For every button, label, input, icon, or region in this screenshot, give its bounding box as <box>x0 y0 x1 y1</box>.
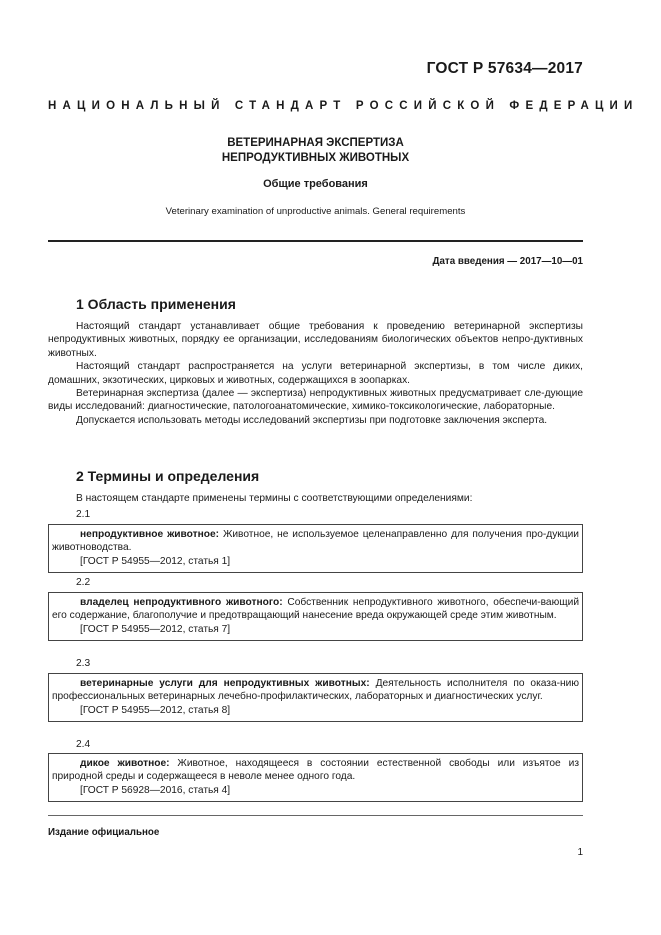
term-source: [ГОСТ Р 54955—2012, статья 7] <box>80 623 231 635</box>
term-definition: Деятельность исполнителя по оказа-нию профессиональных ветеринарных лечебно-профилактических, лабораторных и диагностических услуг. <box>52 678 579 703</box>
national-standard-heading: НАЦИОНАЛЬНЫЙ СТАНДАРТ РОССИЙСКОЙ ФЕДЕРАЦИИ <box>48 100 639 112</box>
section-1-heading: 1 Область применения <box>76 296 236 312</box>
term-definition: Животное, находящееся в состоянии естественной свободы или изъятое из природной среды и содержащееся в неволе менее одного года. <box>52 758 579 783</box>
introduction-date: Дата введения — 2017—10—01 <box>432 256 583 267</box>
title-line-2: НЕПРОДУКТИВНЫХ ЖИВОТНЫХ <box>221 152 410 164</box>
term-definition: Собственник непродуктивного животного, обеспечи-вающий его содержание, благополучие и предотвращающий нанесение вреда окружающей среде этим животным. <box>52 597 580 622</box>
term-name: ветеринарные услуги для непродуктивных животных: <box>80 678 370 689</box>
term-source: [ГОСТ Р 56928—2016, статья 4] <box>80 784 231 796</box>
paragraph: Ветеринарная экспертиза (далее — экспертиза) непродуктивных животных предусматривает сле-дующие виды исследований: диагностические, патологоанатомические, химико-токсикологические, лабораторные. <box>48 388 583 413</box>
term-box <box>48 673 583 722</box>
title-line-1: ВЕТЕРИНАРНАЯ ЭКСПЕРТИЗА <box>227 137 404 149</box>
term-box <box>48 592 583 641</box>
term-definition: Животное, не используемое целенаправленно для получения про-дукции животноводства. <box>52 529 579 554</box>
document-title <box>48 136 583 166</box>
page-number: 1 <box>577 847 583 858</box>
term-source: [ГОСТ Р 54955—2012, статья 8] <box>80 704 231 716</box>
term-number: 2.1 <box>76 509 91 520</box>
paragraph: Допускается использовать методы исследований экспертизы при подготовке заключения эксперта. <box>76 414 548 426</box>
edition-note: Издание официальное <box>48 827 160 838</box>
footer-divider <box>48 815 583 816</box>
paragraph: Настоящий стандарт распространяется на услуги ветеринарной экспертизы, в том числе диких, домашних, экзотических, цирковых и животных, содержащихся в зоопарках. <box>48 361 583 386</box>
term-source: [ГОСТ Р 54955—2012, статья 1] <box>80 555 231 567</box>
document-subtitle: Общие требования <box>263 178 368 190</box>
term-name: дикое животное: <box>80 758 170 769</box>
section-1-body <box>48 320 583 427</box>
term-number: 2.4 <box>76 739 91 750</box>
term-name: непродуктивное животное: <box>80 529 220 540</box>
section-2-heading: 2 Термины и определения <box>76 468 260 484</box>
paragraph: Настоящий стандарт устанавливает общие требования к проведению ветеринарной экспертизы непродуктивных животных, порядку ее организации, исследованиям биологических объектов непро-дуктивных животных. <box>48 321 583 359</box>
title-divider <box>48 240 583 242</box>
term-number: 2.2 <box>76 577 91 588</box>
term-box <box>48 753 583 802</box>
section-2-intro: В настоящем стандарте применены термины с соответствующими определениями: <box>76 493 473 504</box>
term-name: владелец непродуктивного животного: <box>80 597 283 608</box>
standard-number: ГОСТ Р 57634—2017 <box>426 60 583 77</box>
term-box <box>48 524 583 573</box>
english-title: Veterinary examination of unproductive animals. General requirements <box>165 206 466 217</box>
term-number: 2.3 <box>76 658 91 669</box>
